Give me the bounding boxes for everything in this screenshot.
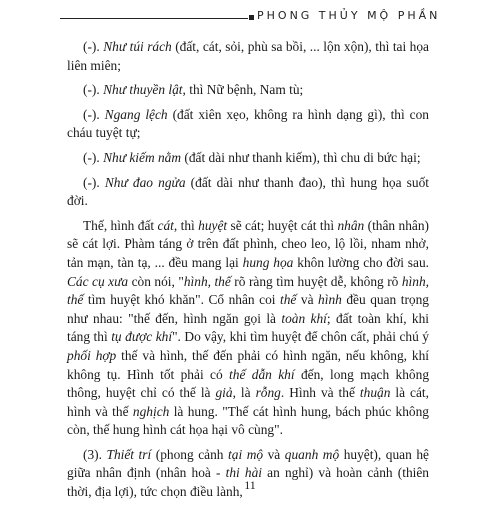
list-item: (-). Như kiếm nằm (đất dài như thanh kiếm), thì chu di bức hại;: [83, 149, 421, 165]
list-item-term: Ngang lệch: [104, 106, 168, 122]
header-rule: [60, 18, 248, 19]
list-item: (-). Như thuyền lật, thì Nữ bệnh, Nam tù;: [83, 82, 304, 98]
header-title: PHONG THỦY MỘ PHẦN: [257, 9, 441, 22]
list-item-term: Như túi rách: [103, 39, 172, 54]
list-item-term: Như đao ngửa: [104, 174, 186, 190]
list-item: (-). Ngang lệch (đất xiên xẹo, không ra hình dạng gì), thì con cháu tuyệt tự;: [67, 106, 429, 141]
body-paragraph: (3). Thiết trí (phong cảnh tại mộ và quanh mộ huyệt), quan hệ giữa nhân định (nhân hoà - thi hài an nghỉ) và hoàn cảnh (thiên thời, địa lợi), tức chọn điều lành,: [67, 446, 429, 500]
page-body: [67, 38, 429, 508]
list-item: (-). Như túi rách (đất, cát, sỏi, phù sa bồi, ... lộn xộn), thì tai họa liên miên;: [67, 39, 430, 73]
list-item-term: Như kiếm nằm: [103, 149, 182, 165]
list-item: (-). Như đao ngửa (đất dài như thanh đao), thì hung họa suốt đời.: [67, 174, 429, 209]
body-paragraph: Thế, hình đất cát, thì huyệt sẽ cát; huyệt cát thì nhân (thân nhân) sẽ cát lợi. Phàm táng ở trên đất phình, cheo leo, lộ lồi, nham nhở, tản mạn, tàn tạ, ... đều mang lại hung họa khôn lường cho đời sau. Các cụ xưa còn nói, "hình, thế rõ ràng tìm huyệt dễ, không rõ hình, thế tìm huyệt khó khăn". Cổ nhân coi thế và hình đều quan trọng như nhau: "thế đến, hình ngăn gọi là toàn khí; đất toàn khí, khi táng thì tụ được khí". Do vậy, khi tìm huyệt để chôn cất, phải chú ý phối hợp thế và hình, thế đến phải có hình ngăn, nếu không, khí không tụ. Hình tốt phải có thế dẫn khí đến, long mạch không thông, huyệt chỉ có thế là giả, là rỗng. Hình và thế thuận là cát, hình và thế nghịch là hung. "Thế cát hình hung, bách phúc không còn, thế hung hình cát họa hại vô cùng".: [67, 217, 430, 438]
page-number: 11: [244, 478, 256, 492]
running-header: [60, 8, 440, 24]
list-item-term: Như thuyền lật: [103, 82, 183, 98]
header-square-mark: [249, 15, 254, 20]
